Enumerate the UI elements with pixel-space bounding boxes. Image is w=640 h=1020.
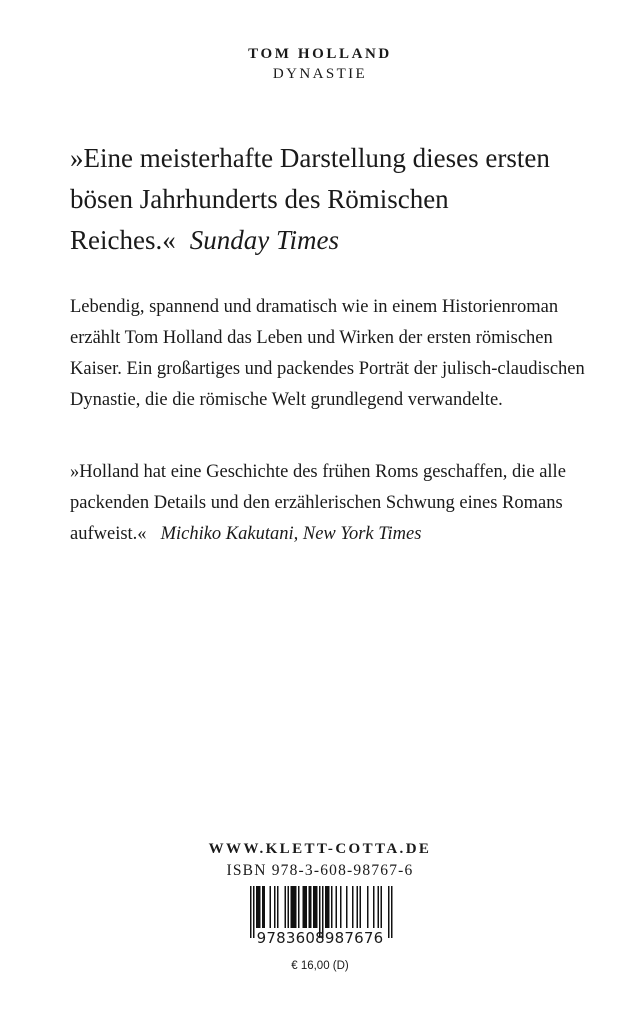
barcode-bar [304,886,306,928]
barcode-bar [367,886,369,928]
barcode-bar [357,886,359,928]
barcode-bar [298,886,300,928]
barcode-bar [378,886,380,928]
press-quote-secondary-source: Michiko Kakutani, New York Times [160,524,422,544]
barcode-bar [258,886,260,928]
isbn-number: ISBN 978-3-608-98767-6 [226,862,414,879]
barcode-bar [309,886,311,928]
barcode-bar [360,886,362,928]
press-quote-primary-source: Sunday Times [189,225,339,255]
barcode-bar [373,886,375,928]
barcode-bar [277,886,279,928]
barcode-bar [352,886,354,928]
barcode-bar [259,886,261,928]
price-label: € 16,00 (D) [291,960,349,972]
barcode-bar [285,886,287,928]
press-quote-primary-text: »Eine meisterhafte Darstellung dieses ersten bösen Jahrhunderts des Römischen Reiches.« [70,143,550,255]
barcode-bar [331,886,333,928]
barcode-bar [292,886,294,928]
barcode-bar [315,886,317,928]
barcode-bar [294,886,296,928]
barcode-bar [325,886,327,928]
barcode [244,886,396,962]
barcode-bar [313,886,315,928]
book-title: DYNASTIE [272,66,368,82]
barcode-bar [316,886,318,928]
author-name: TOM HOLLAND [248,46,392,62]
cover-header [0,44,640,84]
book-description: Lebendig, spannend und dramatisch wie in einem Historienroman erzählt Tom Holland das Leben und Wirken der ersten römischen Kaiser. Ein großartiges und packendes Porträt der julisch-claudischen Dynastie, die die römische Welt grundlegend verwandelte. [70,297,585,410]
barcode-bar [381,886,383,928]
barcode-bar [310,886,312,928]
barcode-bar [264,886,266,928]
barcode-bar [291,886,293,928]
publisher-website: WWW.KLETT-COTTA.DE [208,841,432,857]
barcode-bar [327,886,329,928]
barcode-bar [295,886,297,928]
barcode-bar [303,886,305,928]
press-quote-primary [70,138,610,261]
barcode-bar [340,886,342,928]
publisher-footer [0,838,640,882]
barcode-bar [256,886,258,928]
barcode-bar [288,886,290,928]
barcode-bar [336,886,338,928]
barcode-bar [306,886,308,928]
barcode-bar [262,886,264,928]
barcode-digits: 9783608987676 [256,929,384,947]
barcode-bar [270,886,272,928]
press-quote-secondary-text: »Holland hat eine Geschichte des frühen Roms geschaffen, die alle packenden Details und den erzählerischen Schwung eines Romans aufweist.« [70,462,566,544]
barcode-bar [346,886,348,928]
barcode-bar [328,886,330,928]
barcode-bars [244,886,396,962]
barcode-bar [274,886,276,928]
press-quote-secondary [70,457,600,550]
